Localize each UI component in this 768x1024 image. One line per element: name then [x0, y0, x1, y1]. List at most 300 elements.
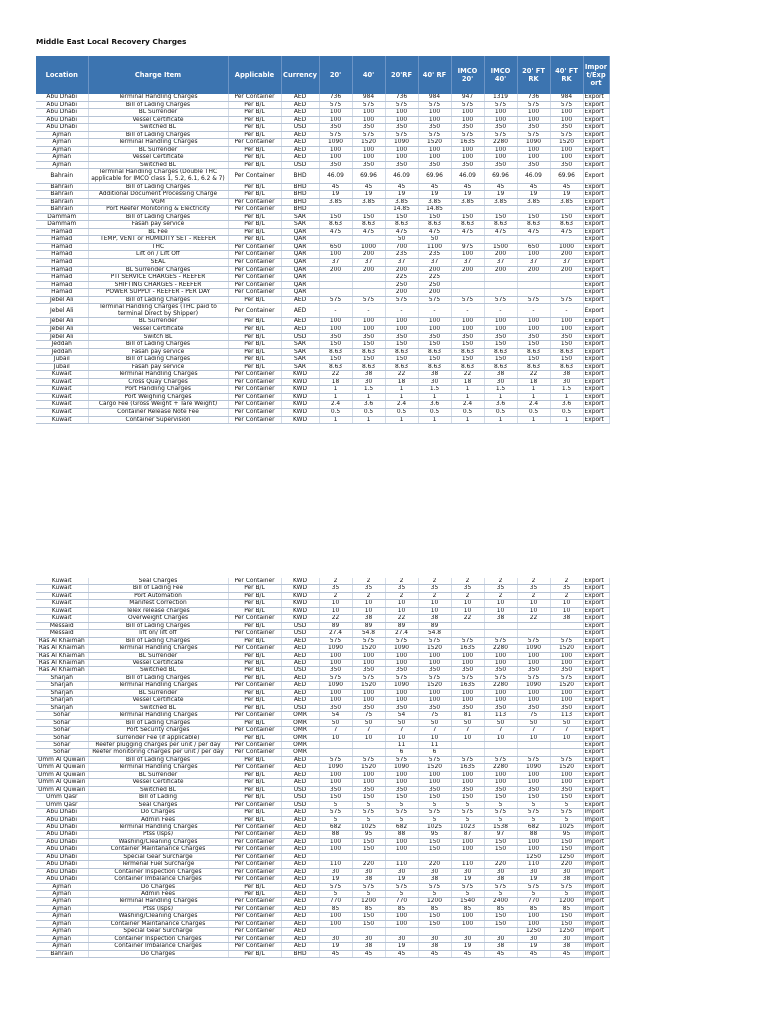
value-cell: KWD — [281, 386, 319, 394]
value-cell: Per B/L — [228, 607, 281, 614]
value-cell — [451, 274, 484, 282]
value-cell: AED — [281, 816, 319, 823]
table-row — [36, 831, 609, 838]
value-cell: 95 — [418, 831, 451, 838]
charge-item-cell: Bill of Lading Charges — [88, 756, 228, 763]
direction-cell: Export — [583, 615, 609, 622]
value-cell: 19 — [319, 943, 352, 950]
charge-item-cell: Overweight Charges — [88, 615, 228, 622]
value-cell: 100 — [550, 116, 583, 124]
value-cell: 1090 — [517, 682, 550, 689]
value-cell: 100 — [550, 771, 583, 778]
value-cell: 85 — [385, 905, 418, 912]
value-cell: QAR — [281, 243, 319, 251]
value-cell: 100 — [418, 318, 451, 326]
value-cell: 1520 — [352, 139, 385, 147]
value-cell: SAR — [281, 341, 319, 349]
value-cell: 150 — [319, 356, 352, 364]
value-cell: 18 — [517, 378, 550, 386]
table-row — [36, 378, 609, 386]
column-header: IMCO 40' — [484, 56, 517, 94]
value-cell: 100 — [418, 146, 451, 154]
direction-cell: Export — [583, 325, 609, 333]
table-row — [36, 689, 609, 696]
value-cell: 2 — [451, 578, 484, 585]
value-cell: Per Container — [228, 266, 281, 274]
value-cell: 575 — [385, 101, 418, 109]
value-cell: 87 — [451, 831, 484, 838]
charge-item-cell: Switched BL — [88, 161, 228, 169]
value-cell: Per B/L — [228, 659, 281, 666]
value-cell: 150 — [550, 341, 583, 349]
value-cell — [418, 928, 451, 935]
direction-cell: Export — [583, 637, 609, 644]
direction-cell: Export — [583, 266, 609, 274]
value-cell: 100 — [418, 109, 451, 117]
value-cell: 575 — [517, 809, 550, 816]
value-cell: Per B/L — [228, 674, 281, 681]
value-cell: 150 — [418, 213, 451, 221]
charge-item-cell: Terminal Handling Charges — [88, 823, 228, 830]
value-cell: Per B/L — [228, 341, 281, 349]
value-cell: AED — [281, 94, 319, 101]
value-cell: 8.63 — [319, 348, 352, 356]
column-header: 40' — [352, 56, 385, 94]
charge-item-cell: Bill of Lading Charges — [88, 341, 228, 349]
value-cell: 100 — [319, 325, 352, 333]
value-cell: 150 — [385, 213, 418, 221]
table-row — [36, 734, 609, 741]
value-cell: - — [385, 304, 418, 318]
value-cell: 7 — [484, 727, 517, 734]
value-cell: Per Container — [228, 868, 281, 875]
charge-item-cell: Ptss (Isps) — [88, 905, 228, 912]
value-cell — [352, 853, 385, 860]
value-cell: AED — [281, 637, 319, 644]
value-cell: 10 — [550, 734, 583, 741]
value-cell: 2280 — [484, 139, 517, 147]
value-cell — [517, 630, 550, 637]
direction-cell: Import — [583, 891, 609, 898]
value-cell: AED — [281, 146, 319, 154]
value-cell: 100 — [451, 913, 484, 920]
charge-item-cell: TEMP, VENT or HUMIDITY SET - REEFER — [88, 236, 228, 244]
value-cell: 200 — [319, 266, 352, 274]
value-cell: 14.85 — [385, 206, 418, 214]
value-cell: 150 — [484, 846, 517, 853]
direction-cell: Import — [583, 913, 609, 920]
value-cell — [451, 281, 484, 289]
value-cell: 350 — [484, 124, 517, 132]
value-cell: 10 — [418, 734, 451, 741]
value-cell: 200 — [550, 266, 583, 274]
value-cell: Per B/L — [228, 592, 281, 599]
value-cell: - — [484, 304, 517, 318]
value-cell: 100 — [451, 318, 484, 326]
value-cell: Per Container — [228, 913, 281, 920]
value-cell — [451, 749, 484, 756]
value-cell: 100 — [451, 697, 484, 704]
value-cell: 200 — [550, 251, 583, 259]
value-cell: 575 — [484, 131, 517, 139]
value-cell: 30 — [550, 378, 583, 386]
value-cell: 150 — [352, 838, 385, 845]
table-row — [36, 198, 609, 206]
value-cell — [418, 853, 451, 860]
direction-cell: Export — [583, 139, 609, 147]
location-cell: Ajman — [36, 891, 88, 898]
value-cell: 95 — [550, 831, 583, 838]
value-cell: 89 — [319, 622, 352, 629]
table-row — [36, 801, 609, 808]
value-cell: 150 — [484, 838, 517, 845]
value-cell: Per B/L — [228, 786, 281, 793]
value-cell: 45 — [385, 950, 418, 957]
value-cell — [517, 749, 550, 756]
value-cell: 100 — [319, 697, 352, 704]
direction-cell: Export — [583, 221, 609, 229]
charge-item-cell: Switched BL — [88, 667, 228, 674]
value-cell: 14.85 — [418, 206, 451, 214]
direction-cell: Export — [583, 585, 609, 592]
value-cell: 575 — [385, 296, 418, 304]
value-cell: 100 — [418, 325, 451, 333]
value-cell: 575 — [484, 809, 517, 816]
charge-item-cell: Seal Charges — [88, 578, 228, 585]
value-cell: 475 — [550, 228, 583, 236]
value-cell: 100 — [451, 154, 484, 162]
value-cell: 575 — [517, 674, 550, 681]
location-cell: Dammam — [36, 221, 88, 229]
direction-cell: Export — [583, 416, 609, 424]
charge-item-cell: BL Surrender — [88, 109, 228, 117]
charge-item-cell: Bill of Lading Charges — [88, 674, 228, 681]
table-row — [36, 161, 609, 169]
value-cell: Per B/L — [228, 101, 281, 109]
value-cell: 200 — [385, 289, 418, 297]
value-cell: 50 — [385, 236, 418, 244]
value-cell: 575 — [352, 131, 385, 139]
direction-cell: Export — [583, 109, 609, 117]
direction-cell: Import — [583, 905, 609, 912]
value-cell: 38 — [550, 371, 583, 379]
value-cell: 19 — [517, 943, 550, 950]
value-cell: 5 — [550, 801, 583, 808]
value-cell: 350 — [385, 333, 418, 341]
table-body-section2 — [36, 578, 609, 958]
value-cell: 100 — [517, 659, 550, 666]
value-cell: 37 — [550, 259, 583, 267]
value-cell: 1635 — [451, 139, 484, 147]
value-cell: 475 — [319, 228, 352, 236]
value-cell: 2280 — [484, 682, 517, 689]
value-cell: 89 — [352, 622, 385, 629]
value-cell: 1090 — [319, 645, 352, 652]
value-cell: 100 — [418, 771, 451, 778]
value-cell — [352, 749, 385, 756]
value-cell: 69.96 — [418, 169, 451, 183]
value-cell: 100 — [484, 697, 517, 704]
direction-cell: Export — [583, 341, 609, 349]
value-cell: 22 — [319, 615, 352, 622]
value-cell: 11 — [385, 741, 418, 748]
value-cell: 88 — [319, 831, 352, 838]
location-cell: Ajman — [36, 913, 88, 920]
value-cell: 150 — [484, 356, 517, 364]
charge-item-cell: Reefer plugging charges per unit / per day — [88, 741, 228, 748]
value-cell: 1 — [319, 386, 352, 394]
charge-item-cell: Container Inspection Charges — [88, 868, 228, 875]
value-cell: Per Container — [228, 401, 281, 409]
value-cell: 350 — [418, 786, 451, 793]
value-cell: AED — [281, 325, 319, 333]
table-row — [36, 206, 609, 214]
value-cell: 150 — [352, 846, 385, 853]
value-cell: 2400 — [484, 898, 517, 905]
value-cell: 150 — [418, 356, 451, 364]
direction-cell: Export — [583, 712, 609, 719]
value-cell — [550, 274, 583, 282]
location-cell: Hamad — [36, 274, 88, 282]
value-cell: 575 — [385, 809, 418, 816]
value-cell: 150 — [550, 920, 583, 927]
value-cell: 1520 — [418, 645, 451, 652]
value-cell: 100 — [451, 659, 484, 666]
charge-item-cell: Admin Fees — [88, 891, 228, 898]
value-cell: 575 — [451, 883, 484, 890]
charge-item-cell: lift on/ lift off — [88, 630, 228, 637]
value-cell: 19 — [352, 191, 385, 199]
value-cell: 100 — [319, 920, 352, 927]
value-cell: Per B/L — [228, 697, 281, 704]
value-cell: KWD — [281, 371, 319, 379]
table-row — [36, 853, 609, 860]
value-cell: 6 — [385, 749, 418, 756]
value-cell: 1.5 — [418, 386, 451, 394]
value-cell: USD — [281, 704, 319, 711]
value-cell: 10 — [319, 600, 352, 607]
value-cell: 100 — [319, 779, 352, 786]
value-cell: 19 — [319, 876, 352, 883]
direction-cell: Export — [583, 764, 609, 771]
value-cell: 0.5 — [451, 408, 484, 416]
table-row — [36, 600, 609, 607]
value-cell: AED — [281, 771, 319, 778]
value-cell: 2 — [352, 578, 385, 585]
charge-item-cell: BL Surrender — [88, 146, 228, 154]
value-cell: 10 — [352, 734, 385, 741]
value-cell: 2 — [550, 578, 583, 585]
value-cell: 100 — [319, 251, 352, 259]
value-cell — [385, 853, 418, 860]
column-header: 20' — [319, 56, 352, 94]
table-row — [36, 259, 609, 267]
value-cell: 8.63 — [517, 348, 550, 356]
value-cell — [550, 289, 583, 297]
value-cell: 200 — [352, 266, 385, 274]
charge-item-cell: Do Charges — [88, 950, 228, 957]
value-cell: Per B/L — [228, 809, 281, 816]
value-cell: AED — [281, 853, 319, 860]
value-cell: Per Container — [228, 139, 281, 147]
direction-cell: Import — [583, 943, 609, 950]
value-cell: 350 — [319, 786, 352, 793]
value-cell: AED — [281, 318, 319, 326]
value-cell: 350 — [451, 124, 484, 132]
value-cell: 350 — [451, 161, 484, 169]
value-cell: 2.4 — [451, 401, 484, 409]
table-row — [36, 386, 609, 394]
direction-cell: Import — [583, 861, 609, 868]
charge-item-cell: Fasah pay service — [88, 221, 228, 229]
value-cell: 575 — [517, 101, 550, 109]
value-cell: 30 — [385, 935, 418, 942]
value-cell: 110 — [451, 861, 484, 868]
value-cell: 10 — [451, 600, 484, 607]
direction-cell: Export — [583, 243, 609, 251]
value-cell — [484, 741, 517, 748]
value-cell: 85 — [484, 905, 517, 912]
value-cell — [484, 206, 517, 214]
charge-item-cell: surrender Fee (if applicable) — [88, 734, 228, 741]
value-cell: 350 — [517, 704, 550, 711]
table-row — [36, 607, 609, 614]
value-cell — [451, 928, 484, 935]
value-cell: AED — [281, 116, 319, 124]
table-row — [36, 950, 609, 957]
direction-cell: Import — [583, 876, 609, 883]
value-cell: 984 — [418, 94, 451, 101]
value-cell: 10 — [550, 607, 583, 614]
value-cell — [451, 289, 484, 297]
value-cell: Per Container — [228, 94, 281, 101]
value-cell: 1520 — [550, 682, 583, 689]
value-cell: 38 — [418, 615, 451, 622]
value-cell: 1 — [385, 416, 418, 424]
value-cell: 85 — [517, 905, 550, 912]
value-cell: 575 — [319, 809, 352, 816]
charge-item-cell: Vessel Certificate — [88, 325, 228, 333]
direction-cell: Export — [583, 645, 609, 652]
value-cell: OMR — [281, 734, 319, 741]
value-cell: 100 — [319, 154, 352, 162]
value-cell: 575 — [418, 674, 451, 681]
charge-item-cell: Bill of Lading Charges — [88, 131, 228, 139]
location-cell: Messaid — [36, 630, 88, 637]
value-cell: 50 — [385, 719, 418, 726]
value-cell: 100 — [451, 920, 484, 927]
value-cell: 35 — [385, 585, 418, 592]
location-cell: Ras Al Khaimah — [36, 645, 88, 652]
value-cell: 350 — [418, 161, 451, 169]
value-cell: 2 — [418, 592, 451, 599]
table-row — [36, 289, 609, 297]
charge-item-cell: Terminal Handling Charges — [88, 371, 228, 379]
value-cell: 1635 — [451, 645, 484, 652]
charge-item-cell: Seal Charges — [88, 801, 228, 808]
charge-item-cell: Switched BL — [88, 124, 228, 132]
value-cell: 350 — [484, 667, 517, 674]
value-cell: 575 — [484, 101, 517, 109]
direction-cell: Export — [583, 146, 609, 154]
value-cell: 100 — [451, 779, 484, 786]
value-cell: 100 — [484, 109, 517, 117]
value-cell: 150 — [484, 794, 517, 801]
value-cell: QAR — [281, 251, 319, 259]
value-cell: 0.5 — [385, 408, 418, 416]
direction-cell: Export — [583, 94, 609, 101]
value-cell: 100 — [451, 251, 484, 259]
value-cell: 100 — [517, 325, 550, 333]
value-cell: 575 — [352, 883, 385, 890]
value-cell — [517, 741, 550, 748]
value-cell: 38 — [352, 615, 385, 622]
table-row — [36, 898, 609, 905]
direction-cell: Export — [583, 296, 609, 304]
value-cell: 38 — [484, 943, 517, 950]
value-cell: 3.85 — [385, 198, 418, 206]
table-row — [36, 333, 609, 341]
direction-cell: Export — [583, 659, 609, 666]
location-cell: Abu Dhabi — [36, 868, 88, 875]
value-cell: 150 — [418, 838, 451, 845]
value-cell: 5 — [484, 891, 517, 898]
direction-cell: Export — [583, 289, 609, 297]
table-row — [36, 416, 609, 424]
value-cell: 46.09 — [451, 169, 484, 183]
table-row — [36, 228, 609, 236]
charge-item-cell: Switch BL — [88, 333, 228, 341]
value-cell: 50 — [517, 719, 550, 726]
value-cell: 1 — [517, 416, 550, 424]
location-cell: Ajman — [36, 146, 88, 154]
value-cell: 2 — [517, 592, 550, 599]
table-row — [36, 615, 609, 622]
value-cell: 575 — [418, 101, 451, 109]
location-cell: Abu Dhabi — [36, 846, 88, 853]
value-cell: 150 — [484, 213, 517, 221]
value-cell: 30 — [352, 868, 385, 875]
value-cell: 575 — [319, 637, 352, 644]
value-cell: 100 — [451, 109, 484, 117]
value-cell: 50 — [550, 719, 583, 726]
value-cell: 100 — [385, 913, 418, 920]
table-row — [36, 943, 609, 950]
value-cell: 220 — [484, 861, 517, 868]
value-cell: 100 — [484, 154, 517, 162]
charge-item-cell: POWER SUPPLY - REEFER - PER DAY — [88, 289, 228, 297]
value-cell: 85 — [319, 905, 352, 912]
charge-item-cell: Container Inspection Charges — [88, 935, 228, 942]
value-cell: 150 — [319, 213, 352, 221]
table-row — [36, 905, 609, 912]
value-cell: 100 — [517, 318, 550, 326]
value-cell: 8.63 — [385, 363, 418, 371]
value-cell: AED — [281, 928, 319, 935]
location-cell: Abu Dhabi — [36, 838, 88, 845]
value-cell: 100 — [385, 771, 418, 778]
value-cell: SAR — [281, 221, 319, 229]
location-cell: Sharjah — [36, 704, 88, 711]
value-cell: 100 — [517, 697, 550, 704]
charges-table-top — [36, 56, 610, 424]
value-cell: 1200 — [550, 898, 583, 905]
value-cell — [484, 289, 517, 297]
value-cell: 37 — [385, 259, 418, 267]
value-cell: 150 — [352, 213, 385, 221]
value-cell: AED — [281, 682, 319, 689]
location-cell: Umm Al Quwain — [36, 764, 88, 771]
